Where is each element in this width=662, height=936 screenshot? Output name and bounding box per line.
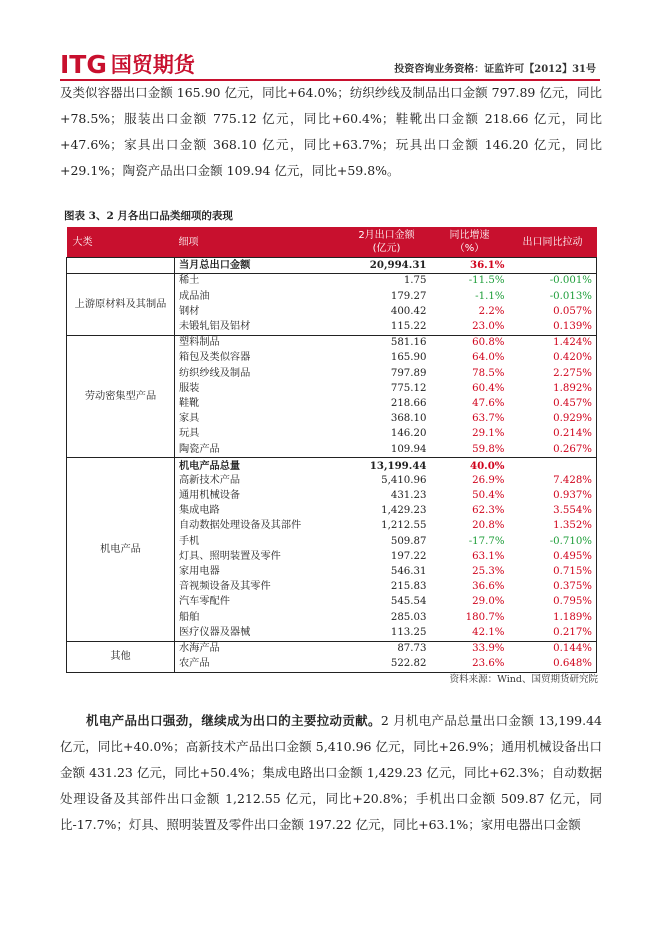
category-cell: 劳动密集型产品 bbox=[67, 335, 175, 458]
pull-cell: -0.001% bbox=[509, 274, 597, 290]
itg-logo bbox=[60, 48, 195, 78]
paragraph-lead: 机电产品出口强劲，继续成为出口的主要拉动贡献。 bbox=[86, 713, 381, 728]
logo-chinese: 国贸期货 bbox=[110, 53, 195, 77]
pull-cell: 0.937% bbox=[509, 489, 597, 504]
table-row bbox=[67, 641, 597, 657]
yoy-cell: 29.0% bbox=[472, 596, 505, 608]
item-cell: 自动数据处理设备及其部件 bbox=[179, 520, 302, 532]
value-cell: 5,410.96 bbox=[381, 474, 427, 486]
value-cell: 285.03 bbox=[390, 611, 427, 623]
yoy-cell: 60.8% bbox=[431, 335, 509, 351]
header-yoy-line1: 同比增速 bbox=[449, 230, 490, 241]
value-cell: 522.82 bbox=[343, 657, 431, 673]
value-cell: 197.22 bbox=[390, 550, 427, 562]
yoy-cell: 33.9% bbox=[431, 641, 509, 657]
value-cell: 179.27 bbox=[390, 290, 427, 302]
pull-cell: 0.648% bbox=[509, 657, 597, 673]
yoy-cell: 36.1% bbox=[431, 258, 509, 274]
value-cell: 20,994.31 bbox=[343, 258, 431, 274]
item-cell: 稀土 bbox=[175, 274, 343, 290]
item-cell: 水海产品 bbox=[175, 641, 343, 657]
pull-cell: 0.375% bbox=[509, 580, 597, 595]
value-cell: 400.42 bbox=[390, 305, 427, 317]
header-item: 细项 bbox=[175, 227, 343, 258]
page-header bbox=[0, 0, 662, 80]
item-cell: 鞋靴 bbox=[179, 397, 200, 409]
item-cell: 手机 bbox=[179, 535, 200, 547]
license-text: 投资咨询业务资格：证监许可【2012】31号 bbox=[394, 64, 596, 75]
table-row bbox=[67, 458, 597, 474]
value-cell: 545.54 bbox=[390, 596, 427, 608]
value-cell: 431.23 bbox=[390, 490, 427, 502]
pull-cell: 0.495% bbox=[509, 550, 597, 565]
header-pull: 出口同比拉动 bbox=[509, 227, 597, 258]
pull-cell: 0.267% bbox=[509, 442, 597, 458]
pull-cell: 7.428% bbox=[509, 474, 597, 489]
yoy-cell: 62.3% bbox=[472, 505, 505, 517]
pull-cell: 0.420% bbox=[509, 351, 597, 366]
item-cell: 灯具、照明装置及零件 bbox=[179, 550, 281, 562]
item-cell: 家用电器 bbox=[179, 566, 220, 578]
item-cell: 玩具 bbox=[179, 428, 200, 440]
value-cell: 368.10 bbox=[390, 413, 427, 425]
yoy-cell: 36.6% bbox=[472, 581, 505, 593]
pull-cell: 1.424% bbox=[509, 335, 597, 351]
logo-latin: ITG bbox=[60, 50, 107, 79]
value-cell: 215.83 bbox=[390, 581, 427, 593]
table-body bbox=[67, 258, 597, 673]
item-cell: 汽车零配件 bbox=[179, 596, 230, 608]
item-cell: 机电产品总量 bbox=[175, 458, 343, 474]
item-cell: 陶瓷产品 bbox=[179, 443, 220, 455]
item-cell: 箱包及类似容器 bbox=[179, 352, 251, 364]
yoy-cell: 42.1% bbox=[472, 626, 505, 638]
yoy-cell: 26.9% bbox=[472, 474, 505, 486]
category-cell-empty bbox=[67, 258, 175, 274]
yoy-cell: -1.1% bbox=[475, 290, 505, 302]
pull-cell: 0.457% bbox=[509, 397, 597, 412]
yoy-cell: 63.7% bbox=[472, 413, 505, 425]
pull-cell: 0.795% bbox=[509, 595, 597, 610]
item-cell: 家具 bbox=[179, 413, 200, 425]
yoy-cell: 23.6% bbox=[431, 657, 509, 673]
export-category-table bbox=[66, 227, 597, 673]
paragraph-body: 2 月机电产品总量出口金额 13,199.44 亿元，同比+40.0%；高新技术产品出口金额 5,410.96 亿元，同比+26.9%；通用机械设备出口金额 431.23 亿元，同比+50.4%；集成电路出口金额 1,429.23 亿元，同比+62.3%；自动数据处理设备及其部件出口金额 1,212.55 亿元，同比+20.8%；手机出口金额 509.87 亿元，同比-17.7%；灯具、照明装置及零件出口金额 197.22 亿元，同比+63.1%；家用电器出口金额 bbox=[60, 713, 602, 832]
yoy-cell: -11.5% bbox=[431, 274, 509, 290]
header-yoy bbox=[431, 227, 509, 258]
yoy-cell: 20.8% bbox=[472, 520, 505, 532]
yoy-cell: 23.0% bbox=[472, 321, 505, 333]
pull-cell bbox=[509, 258, 597, 274]
pull-cell: 0.139% bbox=[509, 320, 597, 336]
pull-cell: 1.189% bbox=[509, 610, 597, 625]
header-category: 大类 bbox=[67, 227, 175, 258]
value-cell: 797.89 bbox=[390, 367, 427, 379]
table-row-total bbox=[67, 258, 597, 274]
yoy-cell: 47.6% bbox=[472, 397, 505, 409]
value-cell: 115.22 bbox=[390, 321, 427, 333]
value-cell: 218.66 bbox=[390, 397, 427, 409]
category-cell: 上游原材料及其制品 bbox=[67, 274, 175, 336]
value-cell: 87.73 bbox=[343, 641, 431, 657]
value-cell: 581.16 bbox=[343, 335, 431, 351]
value-cell: 546.31 bbox=[390, 566, 427, 578]
table-row bbox=[67, 274, 597, 290]
pull-cell: 0.057% bbox=[509, 305, 597, 320]
yoy-cell: 60.4% bbox=[472, 382, 505, 394]
item-cell: 塑料制品 bbox=[175, 335, 343, 351]
body-paragraph bbox=[60, 708, 602, 838]
yoy-cell: 63.1% bbox=[472, 550, 505, 562]
value-cell: 113.25 bbox=[390, 626, 427, 638]
yoy-cell: -17.7% bbox=[468, 535, 505, 547]
pull-cell: -0.710% bbox=[509, 534, 597, 549]
value-cell: 1,429.23 bbox=[381, 505, 427, 517]
header-value-line1: 2月出口金额 bbox=[358, 230, 415, 241]
figure-title: 图表 3、2 月各出口品类细项的表现 bbox=[64, 210, 233, 222]
item-cell: 音视频设备及其零件 bbox=[179, 581, 271, 593]
item-cell: 当月总出口金额 bbox=[175, 258, 343, 274]
value-cell: 1,212.55 bbox=[381, 520, 427, 532]
value-cell: 109.94 bbox=[390, 443, 427, 455]
value-cell: 775.12 bbox=[390, 382, 427, 394]
pull-cell: 0.144% bbox=[509, 641, 597, 657]
yoy-cell: 78.5% bbox=[472, 367, 505, 379]
item-cell: 通用机械设备 bbox=[179, 490, 241, 502]
yoy-cell: 25.3% bbox=[472, 566, 505, 578]
value-cell: 509.87 bbox=[390, 535, 427, 547]
pull-cell: 2.275% bbox=[509, 366, 597, 381]
value-cell: 165.90 bbox=[390, 352, 427, 364]
pull-cell: 0.214% bbox=[509, 427, 597, 442]
value-cell: 13,199.44 bbox=[343, 458, 431, 474]
item-cell: 集成电路 bbox=[179, 505, 220, 517]
item-cell: 服装 bbox=[179, 382, 200, 394]
yoy-cell: 50.4% bbox=[472, 490, 505, 502]
item-cell: 高新技术产品 bbox=[179, 474, 241, 486]
source-note: 资料来源：Wind、国贸期货研究院 bbox=[449, 674, 598, 685]
yoy-cell: 2.2% bbox=[478, 305, 505, 317]
pull-cell: -0.013% bbox=[509, 289, 597, 304]
pull-cell: 1.352% bbox=[509, 519, 597, 534]
value-cell: 1.75 bbox=[343, 274, 431, 290]
item-cell: 船舶 bbox=[179, 611, 200, 623]
header-value-line2: (亿元) bbox=[372, 243, 401, 254]
yoy-cell: 180.7% bbox=[465, 611, 505, 623]
header-yoy-line2: （%） bbox=[454, 243, 485, 254]
item-cell: 未锻轧铝及铝材 bbox=[179, 321, 251, 333]
table-header-row bbox=[67, 227, 597, 258]
pull-cell: 0.715% bbox=[509, 565, 597, 580]
category-cell: 机电产品 bbox=[67, 458, 175, 641]
yoy-cell: 29.1% bbox=[472, 428, 505, 440]
intro-paragraph: 及类似容器出口金额 165.90 亿元，同比+64.0%；纺织纱线及制品出口金额 797.89 亿元，同比+78.5%；服装出口金额 775.12 亿元，同比+60.4%；鞋靴出口金额 218.66 亿元，同比+47.6%；家具出口金额 368.10 亿元，同比+63.7%；玩具出口金额 146.20 亿元，同比+29.1%；陶瓷产品出口金额 109.94 亿元，同比+59.8%。 bbox=[60, 85, 602, 178]
pull-cell: 3.554% bbox=[509, 504, 597, 519]
pull-cell: 0.929% bbox=[509, 412, 597, 427]
item-cell: 纺织纱线及制品 bbox=[179, 367, 251, 379]
yoy-cell: 64.0% bbox=[472, 352, 505, 364]
item-cell: 农产品 bbox=[175, 657, 343, 673]
pull-cell: 0.217% bbox=[509, 626, 597, 642]
category-cell: 其他 bbox=[67, 641, 175, 672]
pull-cell: 1.892% bbox=[509, 382, 597, 397]
item-cell: 钢材 bbox=[179, 305, 200, 317]
item-cell: 医疗仪器及器械 bbox=[179, 626, 251, 638]
yoy-cell: 59.8% bbox=[472, 443, 505, 455]
yoy-cell: 40.0% bbox=[431, 458, 509, 474]
item-cell: 成品油 bbox=[179, 290, 210, 302]
value-cell: 146.20 bbox=[390, 428, 427, 440]
header-value bbox=[343, 227, 431, 258]
pull-cell bbox=[509, 458, 597, 474]
table-row bbox=[67, 335, 597, 351]
